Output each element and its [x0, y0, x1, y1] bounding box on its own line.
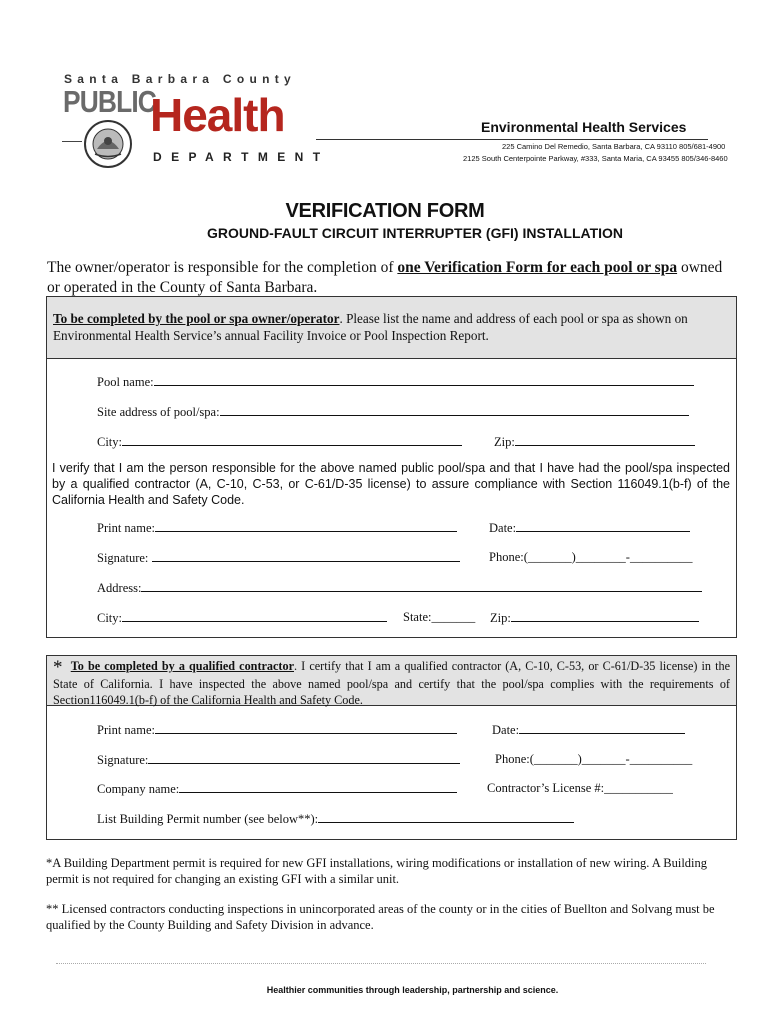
form-title: VERIFICATION FORM — [285, 200, 485, 222]
contractor-phone-field[interactable] — [495, 752, 692, 767]
org-name: Environmental Health Services — [481, 119, 687, 135]
address-line-2: 2125 South Centerpointe Parkway, #333, Santa Maria, CA 93455 805/346-8460 — [463, 154, 728, 163]
zip-label: Zip: — [494, 435, 515, 449]
owner-date-field[interactable] — [489, 520, 690, 536]
owner-city-field[interactable] — [97, 610, 387, 626]
logo-rule-left — [62, 141, 82, 142]
owner-print-name-label: Print name: — [97, 521, 155, 535]
department-wordmark: DEPARTMENT — [153, 150, 330, 164]
city-line[interactable] — [122, 434, 462, 446]
contractor-date-line[interactable] — [519, 722, 685, 734]
site-address-label: Site address of pool/spa: — [97, 405, 220, 419]
owner-phone-field[interactable] — [489, 550, 692, 565]
address-line-1: 225 Camino Del Remedio, Santa Barbara, CA 93110 805/681-4900 — [502, 142, 726, 151]
owner-address-label: Address: — [97, 581, 142, 595]
city-field[interactable] — [97, 434, 462, 450]
intro-emphasis: one Verification Form for each pool or spa — [397, 259, 678, 276]
company-name-line[interactable] — [179, 781, 457, 793]
owner-heading-emphasis: To be completed by the pool or spa owner/operator — [53, 311, 340, 326]
contractor-date-label: Date: — [492, 723, 520, 737]
owner-print-name-field[interactable] — [97, 520, 457, 536]
contractor-signature-field[interactable] — [97, 752, 460, 768]
owner-zip-label: Zip: — [490, 611, 511, 625]
owner-signature-field[interactable] — [97, 550, 460, 566]
permit-line[interactable] — [318, 811, 574, 823]
permit-field[interactable] — [97, 811, 574, 827]
intro-text-before: The owner/operator is responsible for the completion of — [47, 259, 398, 276]
intro-text-after: owned or operated in the County of Santa Barbara. — [47, 259, 723, 296]
contractor-phone-label: Phone:(_______)_______-__________ — [495, 752, 693, 766]
permit-note: *A Building Department permit is required for new GFI installations, wiring modifications or installation of new wiring. A Building permit is not required for changing an existing GFI with a similar unit. — [46, 856, 708, 886]
contractor-print-name-field[interactable] — [97, 722, 457, 738]
county-seal-icon — [83, 119, 133, 169]
contractor-heading-emphasis: To be completed by a qualified contractor — [70, 659, 294, 673]
owner-phone-label: Phone:(_______)________-__________ — [489, 550, 693, 564]
contractor-note: ** Licensed contractors conducting inspections in unincorporated areas of the county or in the cities of Buellton and Solvang must be qualified by the County Building and Safety Division in advance. — [46, 902, 715, 932]
license-label: Contractor’s License #:___________ — [487, 781, 673, 795]
contractor-signature-label: Signature: — [97, 753, 149, 767]
owner-signature-line[interactable] — [152, 550, 460, 562]
owner-date-line[interactable] — [516, 520, 690, 532]
owner-signature-label: Signature: — [97, 551, 149, 565]
contractor-signature-line[interactable] — [148, 752, 460, 764]
site-address-line[interactable] — [220, 404, 689, 416]
contractor-date-field[interactable] — [492, 722, 685, 738]
verify-statement: I verify that I am the person responsible for the above named public pool/spa and that I have had the pool/spa inspected by a qualified contractor (A, C-10, C-53, or C-61/D-35 license) to assure compliance with Section 116049.1(b-f) of the California Health and Safety Code. — [52, 461, 730, 507]
license-field[interactable] — [487, 781, 673, 796]
owner-city-line[interactable] — [122, 610, 387, 622]
owner-date-label: Date: — [489, 521, 517, 535]
form-subtitle: GROUND-FAULT CIRCUIT INTERRUPTER (GFI) INSTALLATION — [206, 225, 624, 241]
intro-paragraph — [47, 258, 737, 298]
contractor-heading-text: . I certify that I am a qualified contractor (A, C-10, C-53, or C-61/D-35 license) in the State of California. I have inspected the above named pool/spa and certify that the pool/spa complies with the requirements of Section116049.1(b-f) of the California Health and Safety Code. — [53, 659, 731, 707]
footer-slogan: Healthier communities through leadership, partnership and science. — [266, 985, 559, 995]
owner-city-label: City: — [97, 611, 123, 625]
owner-state-label: State:_______ — [403, 610, 476, 624]
owner-heading-text: . Please list the name and address of each pool or spa as shown on Environmental Health Service’s annual Facility Invoice or Pool Inspection Report. — [53, 311, 688, 343]
contractor-print-name-line[interactable] — [155, 722, 457, 734]
pool-name-line[interactable] — [154, 374, 694, 386]
owner-zip-line[interactable] — [511, 610, 699, 622]
header-rule — [316, 139, 708, 140]
zip-field[interactable] — [494, 434, 695, 450]
asterisk-icon: * — [53, 657, 63, 678]
contractor-print-name-label: Print name: — [97, 723, 155, 737]
pool-name-field[interactable] — [97, 374, 694, 390]
footer-rule — [56, 963, 706, 964]
owner-print-name-line[interactable] — [155, 520, 457, 532]
company-name-label: Company name: — [97, 782, 180, 796]
owner-address-field[interactable] — [97, 580, 702, 596]
pool-name-label: Pool name: — [97, 375, 154, 389]
public-wordmark: PUBLIC — [63, 84, 156, 119]
owner-zip-field[interactable] — [490, 610, 699, 626]
site-address-field[interactable] — [97, 404, 689, 420]
permit-label: List Building Permit number (see below**): — [97, 812, 319, 826]
owner-address-line[interactable] — [141, 580, 702, 592]
health-wordmark: Health — [150, 89, 285, 141]
contractor-section-heading — [47, 656, 736, 706]
company-name-field[interactable] — [97, 781, 457, 797]
zip-line[interactable] — [515, 434, 695, 446]
city-label: City: — [97, 435, 123, 449]
owner-section-heading — [47, 297, 736, 359]
owner-state-field[interactable] — [403, 610, 475, 625]
county-name: Santa Barbara County — [64, 72, 297, 86]
